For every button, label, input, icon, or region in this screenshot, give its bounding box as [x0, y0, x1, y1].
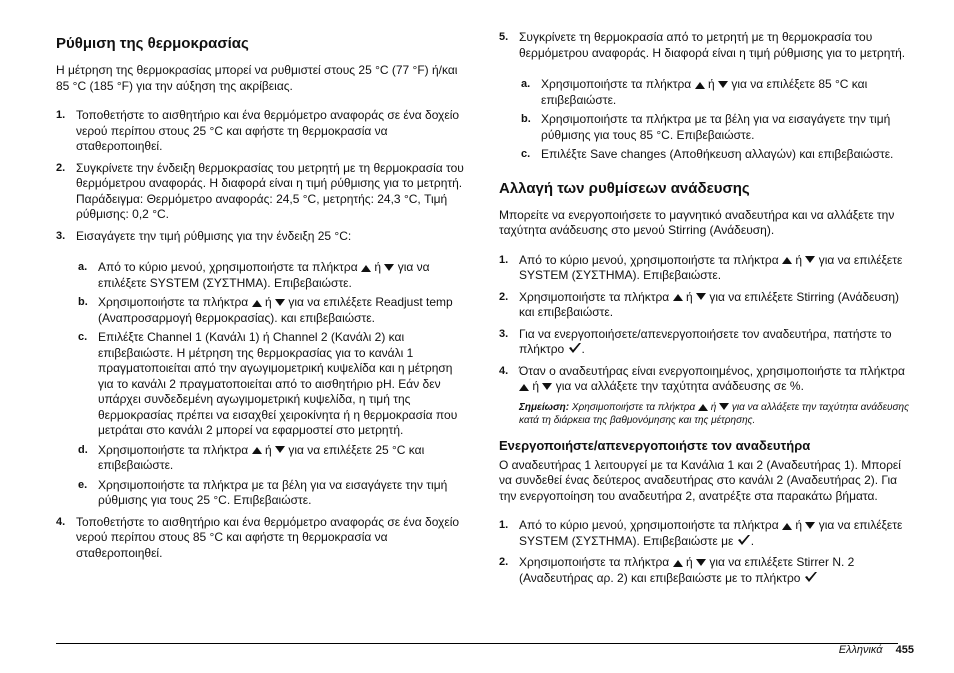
- substep-5b: b. Χρησιμοποιήστε τα πλήκτρα με τα βέλη για να εισαγάγετε την τιμή ρύθμισης για τους 85 °C. Επιβεβαιώστε.: [521, 112, 891, 142]
- arrow-up-icon: [698, 403, 708, 411]
- stirring-intro: Μπορείτε να ενεργοποιήσετε το μαγνητικό αναδευτήρα και να αλλάξετε την ταχύτητα ανάδευσης στο μενού Stirring (Ανάδευση).: [499, 207, 895, 237]
- page-footer: [839, 643, 914, 659]
- arrow-up-icon: [782, 522, 792, 530]
- arrow-up-icon: [519, 383, 529, 391]
- arrow-down-icon: [275, 299, 285, 307]
- arrow-down-icon: [805, 522, 815, 530]
- substep-d: d. Χρησιμοποιήστε τα πλήκτρα ή για να επιλέξετε 25 °C και επιβεβαιώστε.: [78, 442, 425, 472]
- example-text: Παράδειγμα: Θερμόμετρο αναφοράς: 24,5 °C, μετρητής: 24,3 °C, Τιμή ρύθμισης: 0,2 °C.: [76, 191, 448, 221]
- stir-step-4: 4. Όταν ο αναδευτήρας είναι ενεργοποιημένος, χρησιμοποιήστε τα πλήκτρα ή για να αλλάξετε την ταχύτητα ανάδευσης σε %.: [499, 363, 905, 393]
- arrow-up-icon: [673, 559, 683, 567]
- act-step-1: 1. Από το κύριο μενού, χρησιμοποιήστε τα πλήκτρα ή για να επιλέξετε SYSTEM (ΣΥΣΤΗΜΑ). Επιβεβαιώστε με .: [499, 518, 903, 548]
- step-1: 1. Τοποθετήστε το αισθητήριο και ένα θερμόμετρο αναφοράς σε ένα δοχείο νερού περίπου στους 25 °C και αφήστε τη θερμοκρασία να σταθεροποιηθεί.: [56, 108, 460, 153]
- section-heading-stirring: Αλλαγή των ρυθμίσεων ανάδευσης: [499, 179, 750, 197]
- stir-step-2: 2. Χρησιμοποιήστε τα πλήκτρα ή για να επιλέξετε Stirring (Ανάδευση) και επιβεβαιώστε.: [499, 289, 900, 319]
- stir-step-3: 3. Για να ενεργοποιήσετε/απενεργοποιήσετε τον αναδευτήρα, πατήστε το πλήκτρο .: [499, 326, 892, 356]
- step-3: 3. Εισαγάγετε την τιμή ρύθμισης για την ένδειξη 25 °C:: [56, 228, 352, 243]
- step-5: 5. Συγκρίνετε τη θερμοκρασία από το μετρητή με τη θερμοκρασία του θερμόμετρου αναφοράς. Η διαφορά είναι η τιμή ρύθμισης για το μετρητή.: [499, 30, 906, 60]
- arrow-up-icon: [361, 264, 371, 272]
- substep-5c: c. Επιλέξτε Save changes (Αποθήκευση αλλαγών) και επιβεβαιώστε.: [521, 147, 894, 161]
- arrow-down-icon: [805, 256, 815, 264]
- substep-b: b. Χρησιμοποιήστε τα πλήκτρα ή για να επιλέξετε Readjust temp (Αναπροσαρμογή θερμοκρασίας). και επιβεβαιώστε.: [78, 295, 453, 325]
- page-number: 455: [895, 644, 914, 656]
- arrow-up-icon: [782, 256, 792, 264]
- note: Σημείωση: Χρησιμοποιήστε τα πλήκτρα ή για να αλλάξετε την ταχύτητα ανάδευσης κατά τη διάρκεια της βαθμονόμησης και της μέτρησης.: [519, 401, 909, 426]
- substep-c: c. Επιλέξτε Channel 1 (Κανάλι 1) ή Channel 2 (Κανάλι 2) και επιβεβαιώστε. Η μέτρηση της θερμοκρασίας για το κανάλι 1 πραγματοποιείται από την αγωγιμομετρική κυψελίδα και η μέτρηση για το κανάλι 2 πραγματοποιείται από το αισθητήριο pH. Εάν δεν υπάρχει συνδεδεμένη αγωγιμομετρική κυψελίδα, η τιμή της θερμοκρασίας πρέπει να εισαχθεί χειροκίνητα ή η θερμοκρασία που μετράται στο κανάλι 2 μπορεί να εφαρμοστεί στο μετρητή.: [78, 330, 458, 437]
- arrow-down-icon: [696, 559, 706, 567]
- footer-language: Ελληνικά: [838, 644, 883, 656]
- arrow-up-icon: [252, 299, 262, 307]
- arrow-up-icon: [673, 293, 683, 301]
- arrow-down-icon: [718, 81, 728, 89]
- stir-step-1: 1. Από το κύριο μενού, χρησιμοποιήστε τα πλήκτρα ή για να επιλέξετε SYSTEM (ΣΥΣΤΗΜΑ). Επιβεβαιώστε.: [499, 252, 903, 282]
- substep-5a: a. Χρησιμοποιήστε τα πλήκτρα ή για να επιλέξετε 85 °C και επιβεβαιώστε.: [521, 77, 868, 107]
- arrow-up-icon: [695, 81, 705, 89]
- footer-rule: [56, 643, 898, 644]
- section-heading-temperature: Ρύθμιση της θερμοκρασίας: [56, 35, 249, 52]
- substep-e: e. Χρησιμοποιήστε τα πλήκτρα με τα βέλη για να εισαγάγετε την τιμή ρύθμισης για τους 25 °C. Επιβεβαιώστε.: [78, 477, 448, 507]
- activate-intro: Ο αναδευτήρας 1 λειτουργεί με τα Κανάλια 1 και 2 (Αναδευτήρας 1). Μπορεί να συνδεθεί ένας δεύτερος αναδευτήρας στο κανάλι 2 (Αναδευτήρας 2). Για την ενεργοποίηση του αναδευτήρα 2, ανατρέξτε στα παρακάτω βήματα.: [499, 457, 901, 503]
- arrow-up-icon: [252, 446, 262, 454]
- substep-a: a. Από το κύριο μενού, χρησιμοποιήστε τα πλήκτρα ή για να επιλέξετε SYSTEM (ΣΥΣΤΗΜΑ). Επιβεβαιώστε.: [78, 260, 430, 290]
- checkmark-icon: [804, 571, 818, 583]
- checkmark-icon: [568, 342, 582, 354]
- right-column: [499, 30, 909, 592]
- checkmark-icon: [737, 534, 751, 546]
- left-column: [56, 30, 466, 567]
- section-heading-activate: Ενεργοποιήστε/απενεργοποιήστε τον αναδευτήρα: [499, 437, 811, 453]
- intro-paragraph: Η μέτρηση της θερμοκρασίας μπορεί να ρυθμιστεί στους 25 °C (77 °F) ή/και 85 °C (185 °F) για την αύξηση της ακρίβειας.: [56, 63, 458, 93]
- arrow-down-icon: [696, 293, 706, 301]
- arrow-down-icon: [719, 403, 729, 411]
- arrow-down-icon: [384, 264, 394, 272]
- act-step-2: 2. Χρησιμοποιήστε τα πλήκτρα ή για να επιλέξετε Stirrer N. 2 (Αναδευτήρας αρ. 2) και επιβεβαιώστε με το πλήκτρο: [499, 555, 855, 585]
- step-2: 2. Συγκρίνετε την ένδειξη θερμοκρασίας του μετρητή με τη θερμοκρασία του θερμόμετρου αναφοράς. Η διαφορά είναι η τιμή ρύθμισης για το μετρητή. Παράδειγμα: Θερμόμετρο αναφοράς: 24,5 °C, μετρητής: 24,3 °C, Τιμή ρύθμισης: 0,2 °C.: [56, 160, 464, 221]
- arrow-down-icon: [275, 446, 285, 454]
- step-4: 4. Τοποθετήστε το αισθητήριο και ένα θερμόμετρο αναφοράς σε ένα δοχείο νερού περίπου στους 85 °C και αφήστε τη θερμοκρασία να σταθεροποιηθεί.: [56, 514, 460, 560]
- arrow-down-icon: [542, 383, 552, 391]
